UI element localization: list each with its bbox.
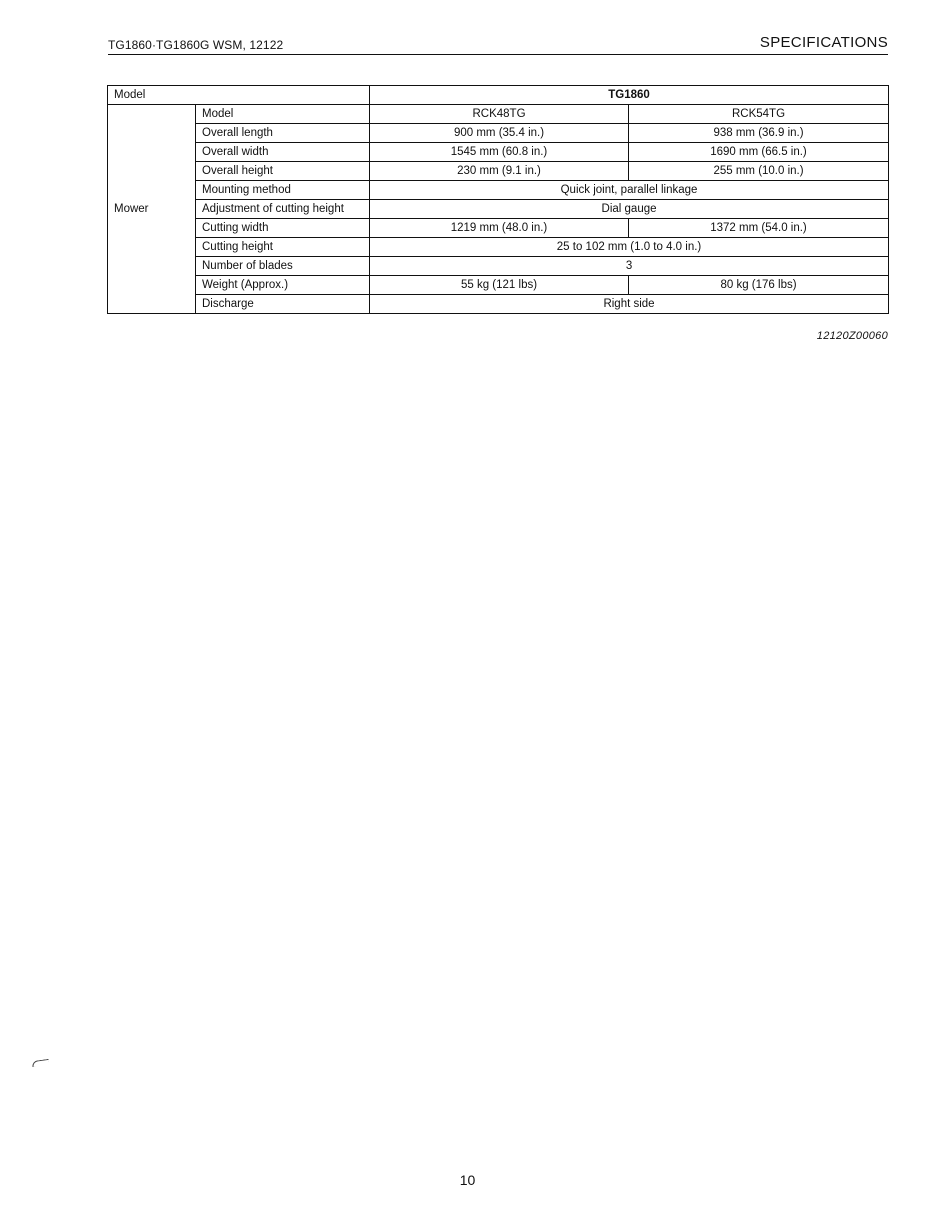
spec-value-shared: Dial gauge bbox=[370, 200, 889, 219]
spec-value-rck48tg: 230 mm (9.1 in.) bbox=[370, 162, 629, 181]
table-row bbox=[108, 143, 889, 162]
spec-label: Overall length bbox=[196, 124, 370, 143]
spec-label: Mounting method bbox=[196, 181, 370, 200]
spec-value-shared: Quick joint, parallel linkage bbox=[370, 181, 889, 200]
spec-value-shared: Right side bbox=[370, 295, 889, 314]
specifications-table bbox=[107, 85, 889, 314]
scan-mark bbox=[32, 1059, 50, 1067]
spec-value-rck54tg: 80 kg (176 lbs) bbox=[629, 276, 889, 295]
spec-value-rck48tg: 55 kg (121 lbs) bbox=[370, 276, 629, 295]
table-row bbox=[108, 276, 889, 295]
table-row bbox=[108, 219, 889, 238]
spec-label: Adjustment of cutting height bbox=[196, 200, 370, 219]
spec-label: Overall height bbox=[196, 162, 370, 181]
table-row bbox=[108, 181, 889, 200]
spec-label: Weight (Approx.) bbox=[196, 276, 370, 295]
header-section-title: SPECIFICATIONS bbox=[759, 34, 888, 51]
table-row bbox=[108, 162, 889, 181]
spec-value-rck54tg: 938 mm (36.9 in.) bbox=[629, 124, 889, 143]
spec-label: Cutting height bbox=[196, 238, 370, 257]
spec-value-rck54tg: 255 mm (10.0 in.) bbox=[629, 162, 889, 181]
spec-value-rck48tg: 1545 mm (60.8 in.) bbox=[370, 143, 629, 162]
group-label-mower: Mower bbox=[108, 105, 196, 314]
spec-label: Number of blades bbox=[196, 257, 370, 276]
spec-label: Model bbox=[196, 105, 370, 124]
tractor-model-header: TG1860 bbox=[370, 86, 889, 105]
document-code: 12120Z00060 bbox=[816, 330, 888, 342]
spec-value-rck48tg: 900 mm (35.4 in.) bbox=[370, 124, 629, 143]
page-number: 10 bbox=[459, 1172, 476, 1188]
spec-value-rck54tg: RCK54TG bbox=[629, 105, 889, 124]
spec-value-rck54tg: 1690 mm (66.5 in.) bbox=[629, 143, 889, 162]
table-row bbox=[108, 257, 889, 276]
table-row bbox=[108, 238, 889, 257]
spec-value-rck48tg: 1219 mm (48.0 in.) bbox=[370, 219, 629, 238]
spec-value-shared: 3 bbox=[370, 257, 889, 276]
spec-label: Overall width bbox=[196, 143, 370, 162]
table-row bbox=[108, 295, 889, 314]
table-row bbox=[108, 200, 889, 219]
header-doc-title: TG1860·TG1860G WSM, 12122 bbox=[108, 38, 284, 52]
spec-value-shared: 25 to 102 mm (1.0 to 4.0 in.) bbox=[370, 238, 889, 257]
table-row bbox=[108, 105, 889, 124]
spec-value-rck54tg: 1372 mm (54.0 in.) bbox=[629, 219, 889, 238]
spec-label: Discharge bbox=[196, 295, 370, 314]
spec-label: Cutting width bbox=[196, 219, 370, 238]
model-header-label: Model bbox=[108, 86, 370, 105]
table-row bbox=[108, 124, 889, 143]
table-header-row bbox=[108, 86, 889, 105]
page-header bbox=[108, 34, 888, 55]
spec-value-rck48tg: RCK48TG bbox=[370, 105, 629, 124]
